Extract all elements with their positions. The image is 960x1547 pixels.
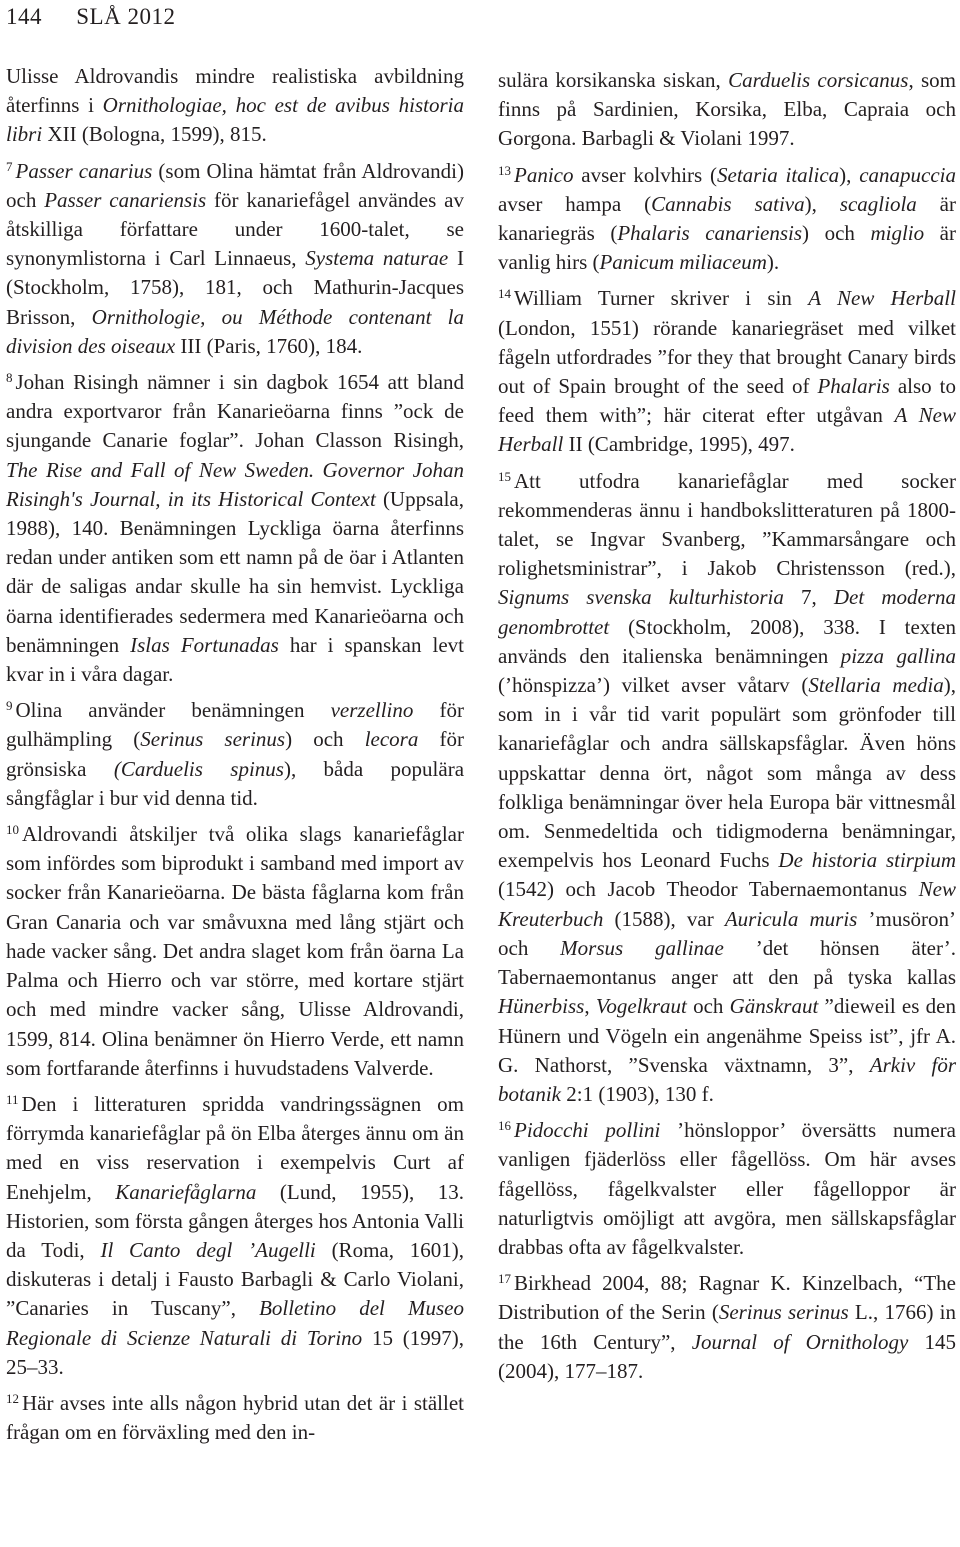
italic-text: miglio	[870, 221, 925, 246]
body-text: (1542) och Jacob Theodor Tabernaemontanus	[498, 877, 919, 902]
italic-text: Hünerbiss	[498, 994, 585, 1019]
body-text: ), som in i vår tid varit populärt som grönfoder till kanariefåglar och andra sällskapsfåglar. Även höns uppskattar denna ört, något som många av dess folkliga benämningar över hela Europa bär vittnesmål om. Senmedeltida och tidigmoderna benämningar, exempelvis hos Leonard Fuchs	[498, 673, 956, 873]
body-text: Johan Risingh nämner i sin dagbok 1654 att bland andra exportvaror från Kanarieöarna finns ”ock de sjungande Canarie foglar”. Johan Classon Risingh,	[6, 370, 464, 453]
body-text: är vanlig hirs (	[498, 221, 956, 275]
body-text: ’hönsloppor’ översätts numera vanligen fjäderlöss eller fågellöss. Om här avses fågellöss, fågelkvalster eller fågelloppor är naturligtvis omöjligt att avgöra, men sällskapsfåglar drabbas ofta av fågelkvalster.	[498, 1118, 956, 1259]
italic-text: Arkiv för botanik	[498, 1052, 956, 1106]
italic-text: Auricula muris	[724, 906, 858, 931]
italic-text: Vogelkraut	[595, 994, 687, 1019]
italic-text: Bolletino del Museo Regionale di Scienze Naturali di Torino	[6, 1296, 464, 1350]
body-text: 2:1 (1903), 130 f.	[561, 1081, 714, 1106]
italic-text: Panico	[514, 162, 574, 187]
body-text: (London, 1551) rörande kanariegräset med vilket fågeln utfordrades ”for they that brought Canary birds out of Spain brought of the seed of	[498, 315, 956, 399]
body-text: är kanariegräs (	[498, 191, 956, 246]
body-text: har i spanskan levt kvar in i våra dagar.	[6, 632, 464, 687]
body-text: för gulhämpling (	[6, 698, 464, 752]
footnote-number: 9	[6, 698, 13, 714]
body-text: Aldrovandi åtskiljer två olika slags kanariefåglar som infördes som biprodukt i samband med import av socker från Kanarieöarna. De bästa fåglarna kom från Gran Canaria och var småvuxna med lång stjärt och hade vacker sång. Det andra slaget kom från öarna La Palma och Hierro och var större, med kortare stjärt och med mindre vacker sång, Ulisse Aldrovandi, 1599, 814. Olina benämner ön Hierro Verde, ett namn som fortfarande återfinns i huvudstadens Valverde.	[6, 822, 464, 1080]
body-text: I (Stockholm, 1758), 181, och Mathurin-Jacques Brisson,	[6, 246, 464, 329]
body-text: (’hönspizza’) vilket avser våtarv (	[498, 673, 809, 698]
italic-text: Cannabis sativa	[651, 191, 805, 216]
italic-text: Serinus serinus	[718, 1300, 849, 1325]
italic-text: Kanariefåglarna	[115, 1179, 257, 1204]
footnote-number: 14	[498, 286, 511, 302]
italic-text: Passer canariensis	[44, 187, 207, 212]
footnote-number: 17	[498, 1271, 511, 1287]
italic-text: Islas Fortunadas	[130, 632, 279, 657]
body-text: ’det hönsen äter’. Tabernaemontanus anger att den på tyska kallas	[498, 935, 957, 990]
body-text: (Lund, 1955), 13. Historien, som första gången återges hos Antonia Valli da Todi,	[6, 1179, 464, 1262]
italic-text: De historia stirpium	[778, 848, 956, 873]
body-text: ) och	[802, 221, 871, 246]
footnote-12	[6, 1389, 464, 1447]
footnote-11	[6, 1090, 464, 1382]
italic-text: New Kreuterbuch	[498, 877, 956, 931]
italic-text: A New Herball	[498, 403, 956, 457]
body-text: Den i litteraturen spridda vandringssägnen om förrymda kanariefåglar på ön Elba återges ännu om än med en viss reservation i exempelvis Curt af Enehjelm,	[6, 1091, 464, 1204]
body-text: (Stockholm, 2008), 338. I texten används den italienska benämningen	[498, 614, 956, 668]
italic-text: Det moderna genombrottet	[498, 585, 956, 639]
italic-text: lecora	[364, 727, 419, 752]
italic-text: Serinus serinus	[140, 727, 286, 752]
footnote-16	[498, 1116, 956, 1262]
footnote-7	[6, 157, 464, 361]
body-text: (1588), var	[603, 906, 725, 931]
footnote-number: 16	[498, 1118, 511, 1134]
italic-text: Pidocchi pollini	[514, 1118, 661, 1143]
footnote-9	[6, 696, 464, 813]
body-text: sulära korsikanska siskan,	[498, 68, 729, 92]
body-text: ’musöron’ och	[498, 906, 956, 960]
running-header	[6, 2, 940, 42]
italic-text: (Carduelis spinus	[113, 756, 284, 781]
footnote-number: 11	[6, 1091, 19, 1107]
italic-text: verzellino	[330, 698, 414, 723]
footnote-17	[498, 1269, 956, 1386]
body-text: (Roma, 1601), diskuteras i detalj i Fausto Barbagli & Carlo Violani, ”Canaries in Tuscany”,	[6, 1237, 464, 1321]
footnote-number: 12	[6, 1390, 19, 1406]
body-text: William Turner skriver i sin	[514, 286, 809, 311]
body-text: och	[686, 994, 730, 1019]
italic-text: Setaria italica	[717, 162, 840, 187]
body-text: för grönsiska	[6, 727, 464, 781]
italic-text: The Rise and Fall of New Sweden. Governor Johan Risingh's Journal, in its Historical Context	[6, 457, 464, 511]
italic-text: Morsus gallinae	[560, 935, 724, 960]
footnote-number: 7	[6, 158, 13, 174]
body-text: ), båda populära sångfåglar i bur vid denna tid.	[6, 756, 465, 810]
body-text: Här avses inte alls någon hybrid utan det är i stället frågan om en förväxling med den in-	[6, 1390, 464, 1445]
body-text: Att utfodra kanariefåglar med socker rekommenderas ännu i handbokslitteraturen på 1800-talet, se Ingvar Svanberg, ”Kammarsångare och rolighetsministrar”, i Jakob Christensson (red.),	[498, 468, 956, 581]
body-text: II (Cambridge, 1995), 497.	[563, 432, 795, 457]
footnote-number: 13	[498, 162, 511, 178]
italic-text: Panicum miliaceum	[599, 250, 767, 275]
italic-text: Ornithologiae, hoc est de avibus historia libri	[6, 93, 464, 147]
body-text: ) och	[285, 727, 365, 752]
italic-text: Phalaris	[817, 374, 890, 399]
running-title: SLÅ 2012	[76, 4, 176, 29]
italic-text: Signums svenska kulturhistoria	[498, 585, 784, 610]
right-column	[498, 66, 956, 1393]
body-text: 145 (2004), 177–187.	[498, 1329, 957, 1383]
footnote-continuation	[498, 66, 956, 154]
italic-text: canapuccia	[859, 162, 956, 187]
footnote-continuation	[6, 62, 464, 150]
left-column	[6, 62, 464, 1454]
italic-text: Passer canarius	[15, 158, 153, 183]
body-text: avser kolvhirs (	[573, 162, 718, 187]
italic-text: Gänskraut	[729, 994, 819, 1019]
italic-text: Il Canto degl ’Augelli	[100, 1237, 316, 1262]
body-text: ),	[804, 191, 840, 216]
body-text: , som finns på Sardinien, Korsika, Elba, Capraia och Gorgona. Barbagli & Violani 1997.	[498, 68, 956, 151]
footnote-number: 10	[6, 822, 19, 838]
footnote-13	[498, 161, 956, 278]
body-text: ),	[839, 162, 860, 187]
italic-text: Ornithologie, ou Méthode contenant la division des oiseaux	[6, 304, 464, 358]
footnote-10	[6, 820, 464, 1083]
body-text: XII (Bologna, 1599), 815.	[42, 122, 267, 147]
body-text: ”dieweil es den Hünern und Vögeln ein angenähme Speiss ist”, jfr A. G. Nathorst, ”Svenska växtnamn, 3”,	[498, 994, 956, 1077]
body-text: III (Paris, 1760), 184.	[175, 333, 363, 358]
footnote-number: 8	[6, 370, 13, 386]
italic-text: pizza gallina	[840, 643, 956, 668]
body-text: avser hampa (	[498, 191, 652, 216]
italic-text: Journal of Ornithology	[691, 1329, 909, 1354]
footnote-number: 15	[498, 468, 511, 484]
page-number: 144	[6, 4, 42, 29]
italic-text: Phalaris canariensis	[617, 221, 803, 246]
footnote-8	[6, 368, 464, 689]
body-text: ).	[766, 250, 780, 275]
footnote-14	[498, 284, 956, 459]
footnote-15	[498, 467, 956, 1109]
body-text: Olina använder benämningen	[15, 698, 331, 723]
body-text: 15 (1997), 25–33.	[6, 1325, 464, 1379]
body-text: Ulisse Aldrovandis mindre realistiska avbildning återfinns i	[6, 64, 464, 118]
body-text: Birkhead 2004, 88; Ragnar K. Kinzelbach, “The Distribution of the Serin (	[498, 1271, 956, 1325]
body-text: (Uppsala, 1988), 140. Benämningen Lyckliga öarna återfinns redan under antiken som ett namn på de öar i Atlanten där de saligas andar skulle ha sin hemvist. Lyckliga öarna identifierades sedermera med Kanarieöarna och benämningen	[6, 486, 464, 657]
body-text: L., 1766) in the 16th Century”,	[498, 1300, 956, 1354]
body-text: ,	[584, 994, 596, 1019]
body-text: also to feed them with”; här citerat efter utgåvan	[498, 374, 956, 428]
italic-text: Stellaria media	[808, 673, 944, 698]
body-text: för kanariefågel användes av åtskilliga författare under 1600-talet, se synonymlistorna i Carl Linnaeus,	[6, 187, 464, 271]
body-text: 7,	[783, 585, 834, 610]
italic-text: scagliola	[839, 191, 917, 216]
italic-text: A New Herball	[808, 286, 956, 311]
body-text: (som Olina hämtat från Aldrovandi) och	[6, 158, 464, 212]
italic-text: Systema naturae	[305, 246, 449, 271]
italic-text: Carduelis corsicanus	[728, 68, 909, 92]
